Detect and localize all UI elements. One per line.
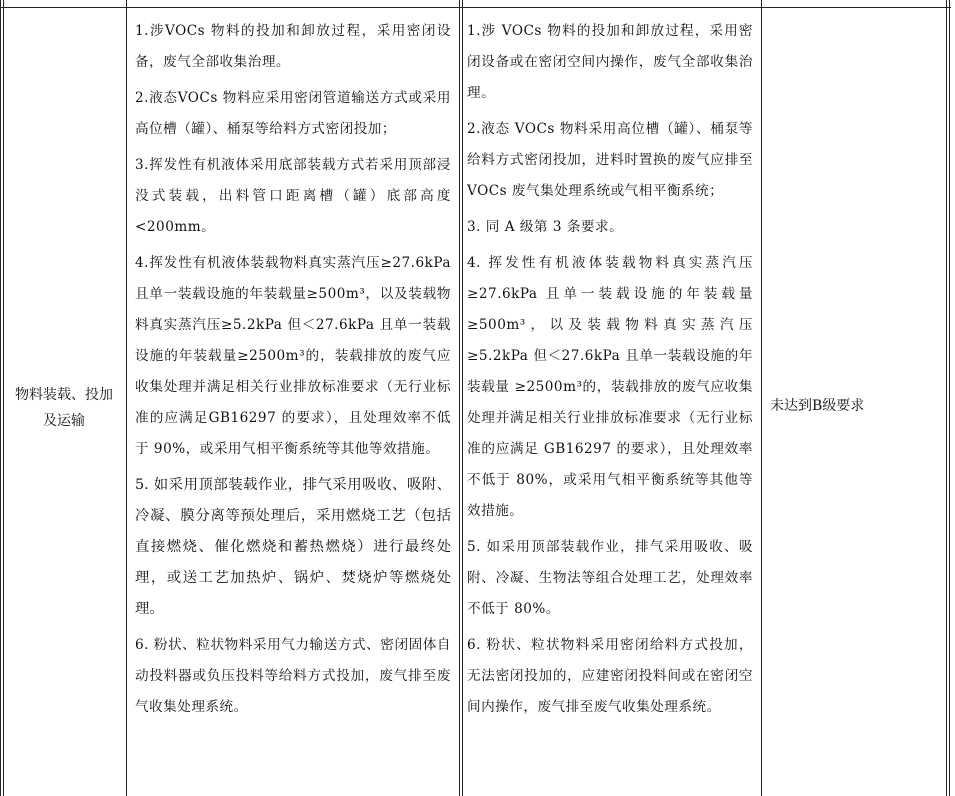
table-right-border — [946, 0, 950, 796]
a-item-1: 1.涉 VOCs 物料的投加和卸放过程，采用密闭设备或在密闭空间内操作，废气全部收集治理。 — [467, 23, 753, 101]
b-item-2: 2.液态VOCs 物料应采用密闭管道输送方式或采用高位槽（罐）、桶泵等给料方式密闭投加； — [135, 90, 451, 137]
category-cell: 物料装载、投加及运输 — [15, 387, 113, 429]
a-item-5: 5. 如采用顶部装载作业，排气采用吸收、吸附、冷凝、生物法等组合处理工艺，处理效率不低于 80%。 — [467, 539, 753, 617]
a-item-3: 3. 同 A 级第 3 条要求。 — [467, 219, 624, 235]
column-b-requirements — [135, 16, 451, 728]
b-item-5: 5. 如采用顶部装载作业，排气采用吸收、吸附、冷凝、膜分离等预处理后，采用燃烧工艺（包括直接燃烧、催化燃烧和蓄热燃烧）进行最终处理，或送工艺加热炉、锅炉、焚烧炉等燃烧处理。 — [135, 477, 451, 617]
table-top-border — [0, 7, 951, 8]
b-item-4: 4.挥发性有机液体装载物料真实蒸汽压≥27.6kPa且单一装载设施的年装载量≥500m³，以及装载物料真实蒸汽压≥5.2kPa 但＜27.6kPa 且单一装载设施的年装载量≥2500m³的，装载排放的废气应收集处理并满足相关行业排放标准要求（无行业标准的应满足GB16297 的要求），且处理效率不低于 90%，或采用气相平衡系统等其他等效措施。 — [135, 255, 451, 457]
a-item-2: 2.液态 VOCs 物料采用高位槽（罐）、桶泵等给料方式密闭投加，进料时置换的废气应排至 VOCs 废气集处理系统或气相平衡系统； — [467, 121, 753, 199]
column-divider-1 — [126, 0, 127, 796]
column-divider-2 — [459, 0, 463, 796]
column-a-requirements — [467, 16, 753, 728]
a-item-4: 4. 挥发性有机液体装载物料真实蒸汽压≥27.6kPa 且单一装载设施的年装载量≥500m³，以及装载物料真实蒸汽压≥5.2kPa 但＜27.6kPa 且单一装载设施的年装载量 ≥2500m³的，装载排放的废气应收集处理并满足相关行业排放标准要求（无行业标准的应满足 GB16297 的要求），且处理效率不低于 80%，或采用气相平衡系统等其他等效措施。 — [467, 255, 753, 519]
b-item-6: 6. 粉状、粒状物料采用气力输送方式、密闭固体自动投料器或负压投料等给料方式投加，废气排至废气收集处理系统。 — [135, 637, 451, 715]
a-item-6: 6. 粉状、粒状物料采用密闭给料方式投加，无法密闭投加的，应建密闭投料间或在密闭空间内操作，废气排至废气收集处理系统。 — [467, 637, 753, 715]
b-item-3: 3.挥发性有机液体采用底部装载方式若采用顶部浸没式装载，出料管口距离槽（罐）底部高度<200mm。 — [135, 157, 451, 235]
column-divider-3 — [761, 0, 762, 796]
table-left-border — [0, 0, 4, 796]
b-item-1: 1.涉VOCs 物料的投加和卸放过程，采用密闭设备，废气全部收集治理。 — [135, 23, 451, 70]
assessment-result: 未达到B级要求 — [770, 398, 865, 414]
